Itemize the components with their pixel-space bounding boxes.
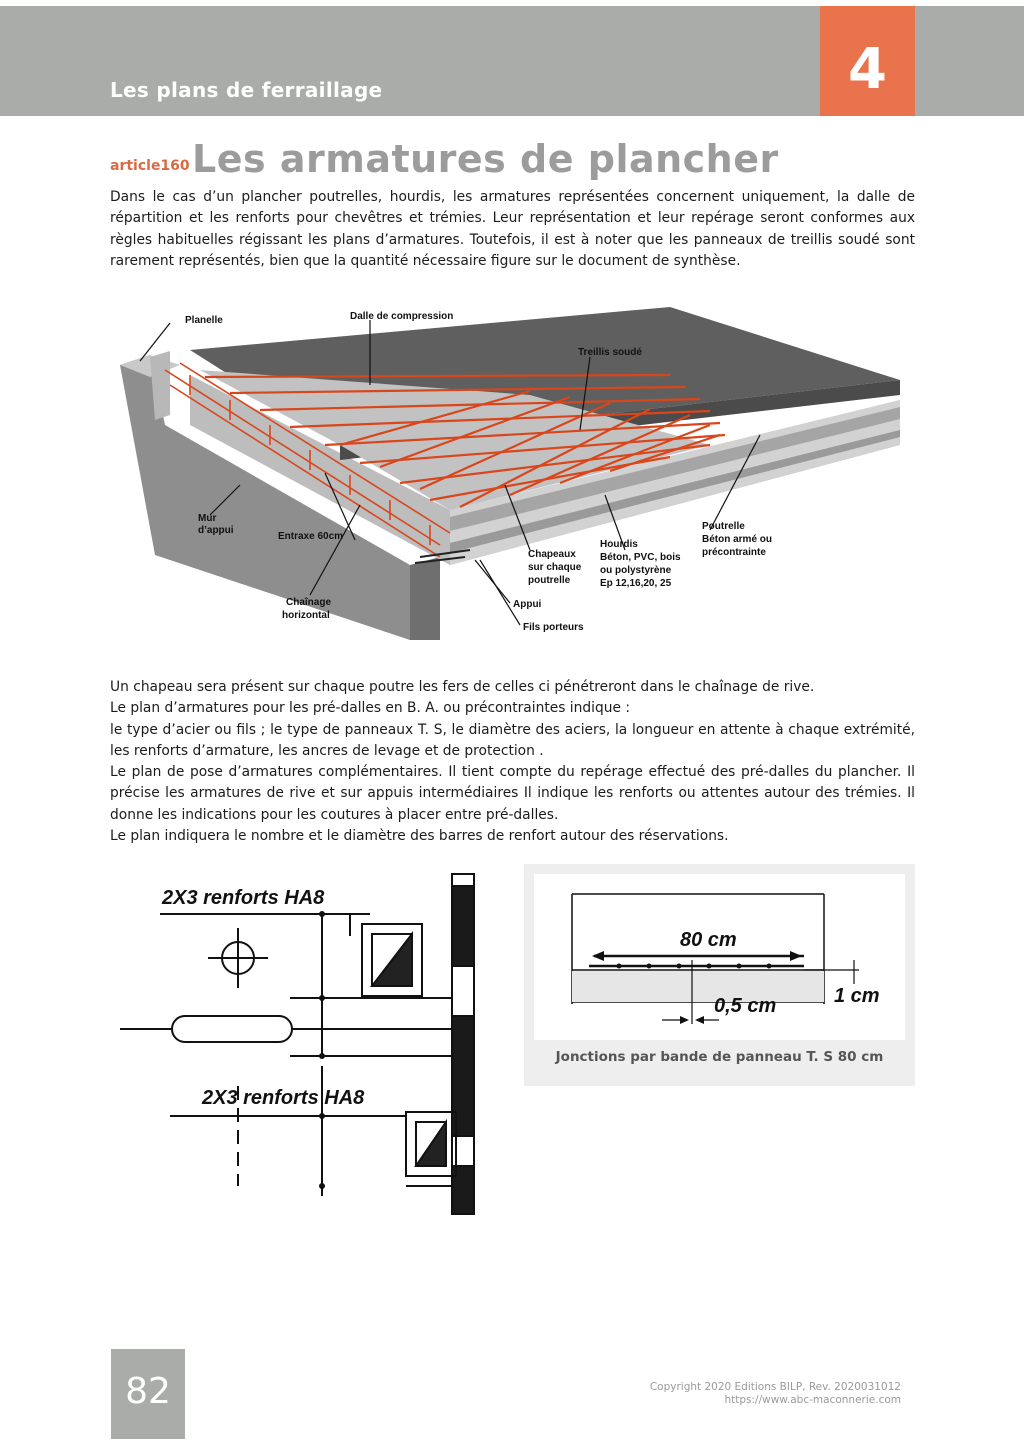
label-1cm: 1 cm — [834, 985, 880, 1007]
label-hourdis-1: Hourdis — [600, 539, 638, 550]
body-line-1: Un chapeau sera présent sur chaque poutre les fers de celles ci pénétreront dans le chaînage de rive. — [110, 679, 815, 695]
label-mur-2: d’appui — [198, 525, 234, 536]
label-renforts-bottom: 2X3 renforts HA8 — [202, 1087, 365, 1109]
page-number: 82 — [125, 1371, 171, 1412]
body-line-2: Le plan d’armatures pour les pré-dalles en B. A. ou précontraintes indique : — [110, 700, 630, 717]
label-hourdis-2: Béton, PVC, bois — [600, 552, 681, 563]
body-line-5: Le plan indiquera le nombre et le diamètre des barres de renfort autour des réservations. — [110, 828, 729, 845]
website-url: https://www.abc-maconnerie.com — [724, 1394, 901, 1406]
label-80cm: 80 cm — [680, 929, 737, 951]
label-chapeaux-3: poutrelle — [528, 575, 571, 586]
figure-caption: Jonctions par bande de panneau T. S 80 cm — [555, 1049, 884, 1065]
body-text — [110, 677, 915, 847]
copyright-notice — [650, 1381, 901, 1407]
body-line-4: Le plan de pose d’armatures complémentaires. Il tient compte du repérage effectué des pré-dalles du plancher. Il précise les armatures de rive et sur appuis intermédiaires Il indique les renforts ou attentes autour des trémies. Il donne les indications pour les coutures à placer entre pré-dalles. — [110, 764, 915, 823]
label-dalle: Dalle de compression — [350, 311, 454, 322]
floor-slab-illustration — [110, 295, 915, 645]
copyright-text: Copyright 2020 Editions BILP, Rev. 2020031012 — [649, 1381, 901, 1393]
label-chapeaux-2: sur chaque — [528, 562, 582, 573]
label-chapeaux-1: Chapeaux — [528, 549, 576, 560]
chapter-number-badge — [820, 6, 915, 116]
label-treillis: Treillis soudé — [578, 347, 642, 358]
page-number-badge — [111, 1349, 185, 1439]
label-05cm: 0,5 cm — [714, 995, 777, 1017]
intro-paragraph: Dans le cas d’un plancher poutrelles, hourdis, les armatures représentées concernent uniquement, la dalle de répartition et les renforts pour chevêtres et trémies. Leur représentation et leur repérage seront conformes aux règles habituelles régissant les plans d’armatures. Toutefois, il est à noter que les panneaux de treillis soudé sont rarement représentés, bien que la quantité nécessaire figure sur le document de synthèse. — [110, 189, 915, 269]
article-title: Les armatures de plancher — [192, 137, 779, 181]
panel-junction-drawing-area — [534, 874, 905, 1040]
reinforcement-plan-drawing — [110, 866, 530, 1222]
label-renforts-top: 2X3 renforts HA8 — [162, 887, 325, 909]
label-hourdis-4: Ep 12,16,20, 25 — [600, 578, 672, 589]
label-chainage-2: horizontal — [282, 610, 330, 621]
label-poutrelle-3: précontrainte — [702, 547, 766, 558]
article-label: article160 — [110, 158, 190, 174]
chapter-title: Les plans de ferraillage — [110, 78, 383, 102]
label-mur-1: Mur — [198, 513, 217, 524]
label-hourdis-3: ou polystyrène — [600, 565, 672, 576]
label-poutrelle-2: Béton armé ou — [702, 534, 773, 545]
wall-side — [410, 557, 440, 640]
label-chainage-1: Chaînage — [286, 597, 332, 608]
label-appui: Appui — [513, 599, 542, 610]
label-planelle: Planelle — [185, 315, 223, 326]
panel-junction-drawing — [534, 874, 905, 1040]
label-fils: Fils porteurs — [523, 622, 584, 633]
label-poutrelle-1: Poutrelle — [702, 521, 745, 532]
chapter-number: 4 — [848, 37, 887, 102]
body-line-3: le type d’acier ou fils ; le type de panneaux T. S, le diamètre des aciers, la longueur en attente à chaque extrémité, les renforts d’armature, les ancres de levage et de protection . — [110, 721, 915, 759]
panel-junction-figure — [524, 864, 915, 1086]
label-entraxe: Entraxe 60cm — [278, 531, 344, 542]
